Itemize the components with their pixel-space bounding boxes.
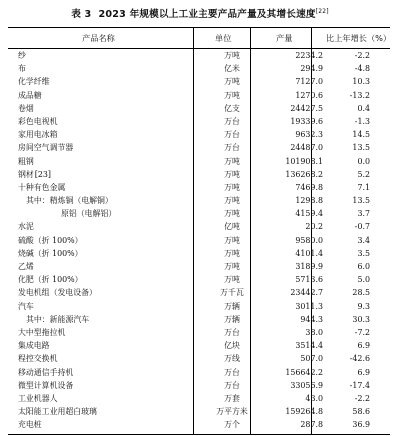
cell-growth: 58.6 [352,407,370,417]
header-growth: 比上年增长（%） [326,33,392,43]
table-row [8,155,390,168]
cell-product-name: 家用电冰箱 [18,130,58,140]
cell-unit: 万吨 [224,196,240,206]
cell-product-name: 其中：精炼铜（电解铜） [26,196,113,206]
table-row [8,313,390,326]
cell-unit: 万线 [224,354,240,364]
cell-production: 159264.8 [285,407,323,417]
table-row [8,234,390,247]
cell-unit: 万吨 [224,209,240,219]
bottom-rule [8,434,390,435]
cell-production: 287.8 [300,420,323,430]
table-row [8,207,390,220]
table-row [8,352,390,365]
table-row [8,405,390,418]
cell-production: 19339.6 [290,116,323,126]
cell-unit: 万吨 [224,182,240,192]
cell-product-name: 充电桩 [18,420,42,430]
cell-product-name: 纱 [18,51,26,60]
cell-unit: 亿块 [224,341,240,351]
cell-growth: 3.5 [357,248,370,258]
table-row [8,220,390,233]
cell-unit: 万吨 [224,248,240,258]
cell-product-name: 汽车 [18,301,34,311]
cell-growth: 9.3 [357,301,370,311]
cell-growth: 14.5 [352,130,370,140]
cell-growth: 36.9 [352,420,370,430]
table-row [8,89,390,102]
cell-production: 136268.2 [285,169,323,179]
cell-production: 944.3 [300,314,323,324]
cell-product-name: 成品糖 [18,90,42,100]
cell-product-name: 彩色电视机 [18,116,58,126]
header-unit: 单位 [215,33,232,43]
cell-unit: 万吨 [224,156,240,166]
cell-growth: 28.5 [352,288,370,298]
table-number: 表 3 [71,9,92,20]
cell-unit: 万平方米 [216,407,248,417]
cell-growth: 6.9 [357,341,370,351]
cell-growth: -13.2 [349,90,370,100]
cell-unit: 万套 [224,393,240,403]
cell-production: 3514.4 [295,341,323,351]
cell-growth: -17.4 [349,380,370,390]
cell-unit: 万个 [224,420,240,430]
cell-unit: 万吨 [224,77,240,87]
cell-product-name: 大中型拖拉机 [18,327,66,337]
cell-production: 507.0 [300,354,323,364]
cell-product-name: 水泥 [18,222,34,232]
table-row [8,168,390,181]
cell-product-name: 钢材 [18,169,34,179]
cell-growth: 30.3 [352,314,370,324]
cell-unit: 亿吨 [224,222,240,232]
cell-production: 20.2 [305,222,323,232]
cell-growth: 13.5 [352,196,370,206]
table-row [8,326,390,339]
table-row [8,392,390,405]
table-row [8,115,390,128]
cell-production: 4159.4 [295,209,323,219]
cell-product-name: 粗钢 [18,156,34,166]
cell-growth: -2.2 [354,393,370,403]
cell-unit: 万吨 [224,275,240,285]
cell-growth: 0.4 [357,103,370,113]
cell-product-name: 布 [18,64,26,74]
cell-growth: -1.3 [354,116,370,126]
table-row [8,194,390,207]
cell-growth: 0.0 [357,156,370,166]
table-row [8,286,390,299]
cell-product-name: 化肥（折 100%） [18,275,83,285]
table-row [8,366,390,379]
table-header [8,28,390,48]
cell-production: 3011.3 [295,301,323,311]
cell-product-name: 乙烯 [18,262,34,271]
cell-product-name: 工业机器人 [18,393,58,403]
cell-unit: 万台 [224,367,240,377]
cell-unit: 万吨 [224,90,240,100]
header-name: 产品名称 [82,33,115,43]
cell-product-name: 微型计算机设备 [18,380,74,390]
cell-growth: 3.4 [357,235,370,245]
cell-unit: 万台 [224,130,240,140]
cell-growth: 10.3 [352,77,370,87]
table-row [8,75,390,88]
cell-production: 101908.1 [285,156,323,166]
header-production: 产量 [276,33,293,43]
cell-growth: 7.1 [357,182,370,192]
cell-name-footnote: [23] [34,169,51,179]
table-row [8,141,390,154]
table-row [8,181,390,194]
cell-unit: 万台 [224,380,240,390]
cell-product-name: 太阳能工业用超白玻璃 [18,407,97,417]
table-title-text: 2023 年规模以上工业主要产品产量及其增长速度 [98,9,316,20]
table-row [8,273,390,286]
cell-production: 4101.4 [295,248,323,258]
cell-unit: 亿米 [224,64,240,74]
cell-unit: 万辆 [224,301,240,311]
cell-growth: 3.7 [357,209,370,219]
cell-production: 38.0 [305,327,323,337]
table-row [8,62,390,75]
cell-growth: -7.2 [354,327,370,337]
cell-unit: 万吨 [224,235,240,245]
cell-growth: 5.0 [357,275,370,285]
cell-production: 3189.9 [295,262,323,271]
cell-unit: 万吨 [224,169,240,179]
cell-product-name: 其中：新能源汽车 [26,314,90,324]
table-row [8,247,390,260]
cell-production: 9632.3 [295,130,323,140]
cell-unit: 万千瓦 [220,288,244,298]
cell-growth: 13.5 [352,143,370,153]
cell-unit: 万吨 [224,51,240,60]
cell-product-name: 移动通信手持机 [18,367,74,377]
cell-production: 156642.2 [285,367,323,377]
cell-production: 24487.0 [290,143,323,153]
cell-product-name: 硫酸（折 100%） [18,235,83,245]
table-row [8,102,390,115]
table-body [8,49,390,431]
cell-unit: 万台 [224,327,240,337]
cell-product-name: 烧碱（折 100%） [18,248,83,258]
cell-product-name: 集成电路 [18,341,50,351]
cell-unit: 万台 [224,143,240,153]
table-row [8,128,390,141]
cell-growth: 6.9 [357,367,370,377]
cell-product-name: 原铝（电解铝） [61,209,117,219]
title-footnote: [22] [315,7,329,15]
table-title [0,6,400,20]
cell-production: 2234.2 [295,51,323,60]
cell-growth: -4.8 [354,64,370,74]
cell-production: 5713.6 [295,275,323,285]
cell-product-name: 程控交换机 [18,354,58,364]
cell-product-name: 化学纤维 [18,77,50,87]
table-row [8,379,390,392]
cell-growth: -42.6 [349,354,370,364]
cell-production: 294.9 [300,64,323,74]
cell-unit: 万台 [224,116,240,126]
cell-unit: 万辆 [224,314,240,324]
cell-production: 1298.8 [295,196,323,206]
cell-growth: 6.0 [357,262,370,271]
cell-growth: -0.7 [354,222,370,232]
cell-product-name: 发电机组（发电设备） [18,288,97,298]
cell-production: 43.0 [305,393,323,403]
cell-production: 23442.7 [290,288,323,298]
table-row [8,418,390,431]
table-row [8,339,390,352]
cell-product-name: 房间空气调节器 [18,143,74,153]
cell-unit: 亿支 [224,103,240,113]
cell-production: 24427.5 [290,103,323,113]
cell-growth: -2.2 [354,51,370,60]
cell-production: 7469.8 [295,182,323,192]
cell-production: 33056.9 [290,380,323,390]
cell-growth: 5.2 [357,169,370,179]
cell-production: 1270.6 [295,90,323,100]
cell-product-name: 卷烟 [18,103,34,113]
cell-production: 9580.0 [295,235,323,245]
cell-production: 7127.0 [295,77,323,87]
cell-product-name: 十种有色金属 [18,182,66,192]
table-row [8,300,390,313]
table-row [8,49,390,62]
cell-unit: 万吨 [224,262,240,271]
table-row [8,260,390,273]
